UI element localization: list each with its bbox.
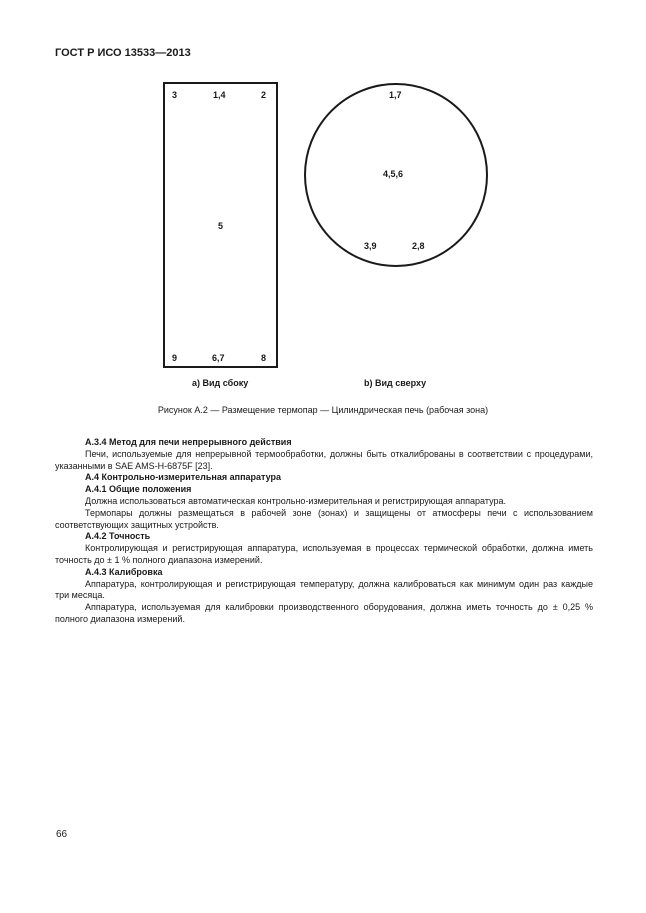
top-bottom-right-label: 2,8 bbox=[412, 241, 425, 251]
side-view-caption: a) Вид сбоку bbox=[192, 378, 249, 388]
section-a4-title: A.4 Контрольно-измерительная аппаратура bbox=[85, 472, 282, 483]
section-a41-paragraph-1: Должна использоваться автоматическая контрольно-измерительная и регистрирующая аппаратура. bbox=[85, 495, 506, 506]
top-top-label: 1,7 bbox=[389, 90, 402, 100]
section-a43-paragraph-2: Аппаратура, используемая для калибровки производственного оборудования, должна иметь точность до ± 0,25 % полного диапазона измерений. bbox=[55, 602, 593, 624]
figure-caption: Рисунок A.2 — Размещение термопар — Цилиндрическая печь (рабочая зона) bbox=[157, 405, 489, 415]
side-top-mid-label: 1,4 bbox=[213, 90, 226, 100]
section-a42-paragraph: Контролирующая и регистрирующая аппаратура, используемая в процессах термической обработки, должна иметь точность до ± 1 % полного диапазона измерений. bbox=[55, 543, 593, 565]
top-bottom-left-label: 3,9 bbox=[364, 241, 377, 251]
section-a43-title: A.4.3 Калибровка bbox=[85, 566, 163, 577]
section-a34-title: A.3.4 Метод для печи непрерывного действия bbox=[85, 437, 292, 447]
section-a42-title: A.4.2 Точность bbox=[85, 531, 151, 542]
side-bottom-left-label: 9 bbox=[172, 353, 178, 363]
section-a41-paragraph-2: Термопары должны размещаться в рабочей зоне (зонах) и защищены от атмосферы печи с использованием соответствующих защитных устройств. bbox=[55, 507, 593, 530]
side-bottom-mid-label: 6,7 bbox=[212, 353, 225, 363]
section-a43-paragraph-1: Аппаратура, контролирующая и регистрирующая температуру, должна калиброваться как минимум один раз каждые три месяца. bbox=[55, 578, 593, 601]
section-a34-paragraph: Печи, используемые для непрерывной термообработки, должны быть откалиброваны в соответствии с процедурами, указанными в SAE AMS-H-6875F [23]. bbox=[55, 448, 593, 471]
thermocouple-figure bbox=[0, 0, 646, 400]
top-center-label: 4,5,6 bbox=[383, 169, 404, 179]
side-bottom-right-label: 8 bbox=[261, 353, 267, 363]
section-a41-title: A.4.1 Общие положения bbox=[85, 484, 192, 495]
side-top-right-label: 2 bbox=[261, 90, 267, 100]
top-view-caption: b) Вид сверху bbox=[364, 378, 427, 388]
side-top-left-label: 3 bbox=[172, 90, 178, 100]
side-center-label: 5 bbox=[218, 221, 224, 231]
page-number: 66 bbox=[56, 829, 68, 840]
document-header: ГОСТ Р ИСО 13533—2013 bbox=[55, 47, 191, 59]
body-text bbox=[55, 437, 593, 626]
